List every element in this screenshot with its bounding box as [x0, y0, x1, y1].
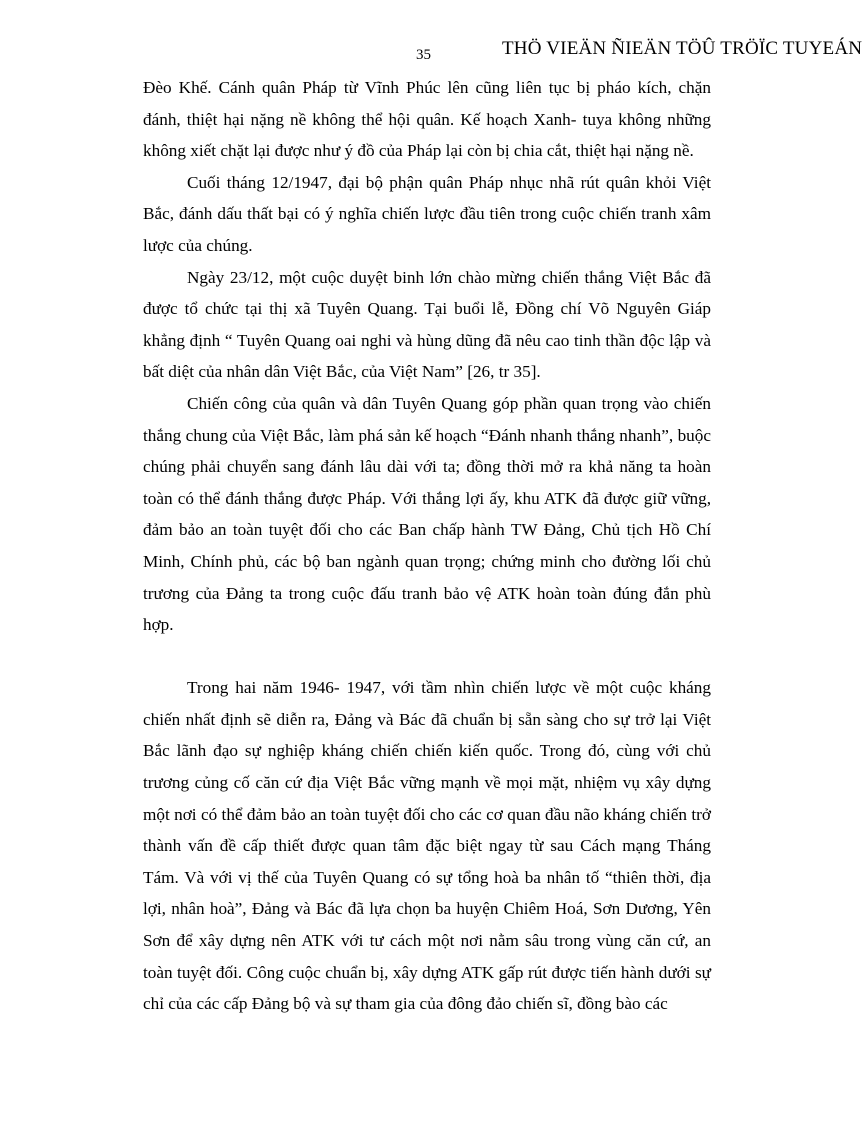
document-body: [143, 72, 711, 1020]
paragraph-continuation: Đèo Khế. Cánh quân Pháp từ Vĩnh Phúc lên cũng liên tục bị pháo kích, chặn đánh, thiệt hại nặng nề không thể hội quân. Kế hoạch Xanh- tuya không những không xiết chặt lại được như ý đồ của Pháp lại còn bị chia cắt, thiệt hại nặng nề.: [143, 78, 711, 161]
paragraph: Ngày 23/12, một cuộc duyệt binh lớn chào mừng chiến thắng Việt Bắc đã được tổ chức tại thị xã Tuyên Quang. Tại buổi lễ, Đồng chí Võ Nguyên Giáp khẳng định “ Tuyên Quang oai nghi và hùng dũng đã nêu cao tinh thần độc lập và bất diệt của nhân dân Việt Bắc, của Việt Nam” [26, tr 35].: [143, 267, 711, 382]
header-watermark: THÖ VIEÄN ÑIEÄN TÖÛ TRÖÏC TUYEÁN: [502, 38, 862, 59]
paragraph: Trong hai năm 1946- 1947, với tầm nhìn chiến lược về một cuộc kháng chiến nhất định sẽ diễn ra, Đảng và Bác đã chuẩn bị sẵn sàng cho sự trở lại Việt Bắc lãnh đạo sự nghiệp kháng chiến chiến kiến quốc. Trong đó, cùng với chủ trương củng cố căn cứ địa Việt Bắc vững mạnh về mọi mặt, nhiệm vụ xây dựng một nơi có thể đảm bảo an toàn tuyệt đối cho các cơ quan đầu não kháng chiến trở thành vấn đề cấp thiết được quan tâm đặc biệt ngay từ sau Cách mạng Tháng Tám. Và với vị thế của Tuyên Quang có sự tổng hoà ba nhân tố “thiên thời, địa lợi, nhân hoà”, Đảng và Bác đã lựa chọn ba huyện Chiêm Hoá, Sơn Dương, Yên Sơn để xây dựng nên ATK với tư cách một nơi nằm sâu trong vùng căn cứ, an toàn tuyệt đối. Công cuộc chuẩn bị, xây dựng ATK gấp rút được tiến hành dưới sự chỉ của các cấp Đảng bộ và sự tham gia của đông đảo chiến sĩ, đồng bào các: [143, 678, 711, 1014]
page-number: 35: [416, 47, 431, 63]
section-break: [143, 641, 711, 673]
paragraph: Cuối tháng 12/1947, đại bộ phận quân Pháp nhục nhã rút quân khỏi Việt Bắc, đánh dấu thất bại có ý nghĩa chiến lược đầu tiên trong cuộc chiến tranh xâm lược của chúng.: [143, 172, 711, 255]
paragraph: Chiến công của quân và dân Tuyên Quang góp phần quan trọng vào chiến thắng chung của Việt Bắc, làm phá sản kế hoạch “Đánh nhanh thắng nhanh”, buộc chúng phải chuyển sang đánh lâu dài với ta; đồng thời mở ra khả năng ta hoàn toàn có thể đánh thắng được Pháp. Với thắng lợi ấy, khu ATK đã được giữ vững, đảm bảo an toàn tuyệt đối cho các Ban chấp hành TW Đảng, Chủ tịch Hồ Chí Minh, Chính phủ, các bộ ban ngành quan trọng; chứng minh cho đường lối chủ trương của Đảng ta trong cuộc đấu tranh bảo vệ ATK hoàn toàn đúng đắn phù hợp.: [143, 393, 711, 635]
